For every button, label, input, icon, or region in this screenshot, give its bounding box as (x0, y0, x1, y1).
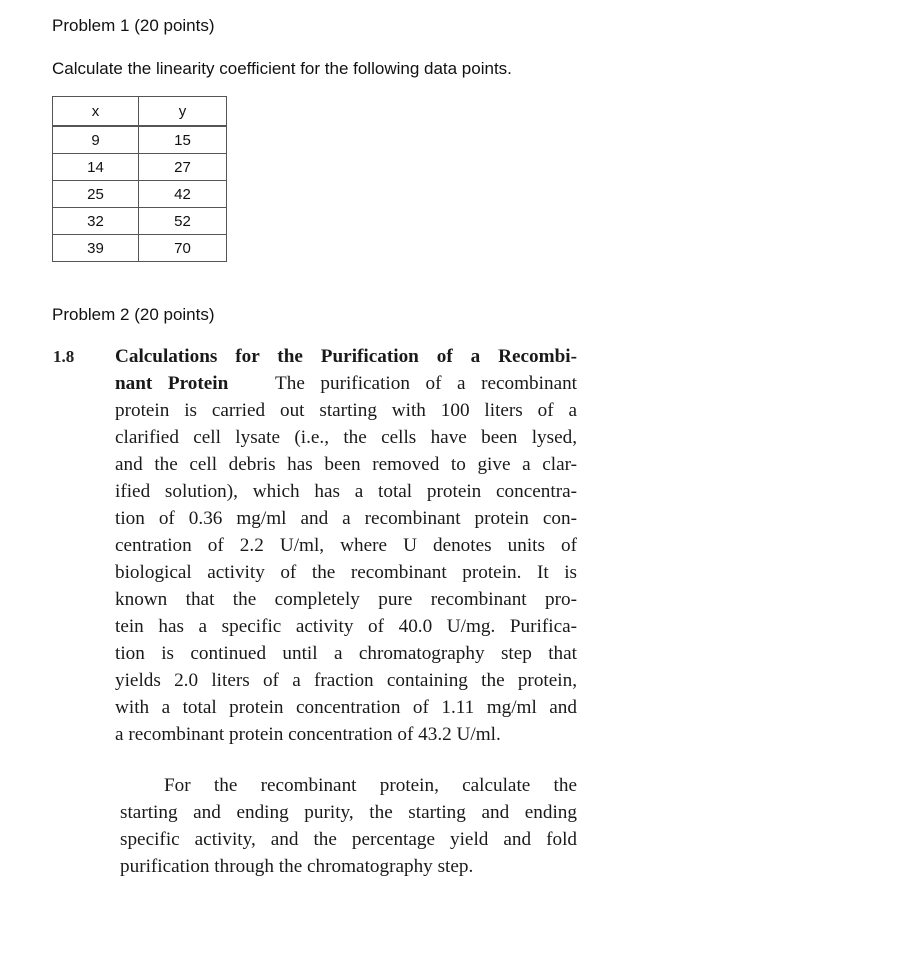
table-cell-x: 32 (53, 208, 139, 235)
problem-text-line: clarified cell lysate (i.e., the cells have been lysed, (115, 427, 577, 448)
table-cell-y: 15 (139, 126, 227, 154)
column-header-x: x (53, 97, 139, 127)
table-cell-y: 70 (139, 235, 227, 262)
question-line: specific activity, and the percentage yield and fold (120, 829, 577, 850)
table-cell-y: 52 (139, 208, 227, 235)
table-row (53, 126, 227, 154)
table-header-row (53, 97, 227, 127)
problem-statement (115, 343, 577, 748)
question-line: starting and ending purity, the starting and ending (120, 802, 577, 823)
problem-question (120, 772, 577, 880)
question-line: For the recombinant protein, calculate the (164, 775, 577, 796)
question-line: purification through the chromatography step. (120, 856, 474, 877)
problem-text-line: tein has a specific activity of 40.0 U/mg. Purifica- (115, 616, 577, 637)
problem-number: 1.8 (53, 347, 75, 366)
problem1-prompt: Calculate the linearity coefficient for the following data points. (52, 59, 512, 78)
table-cell-y: 42 (139, 181, 227, 208)
table-row (53, 154, 227, 181)
problem-text-line: and the cell debris has been removed to give a clar- (115, 454, 577, 475)
table-cell-x: 39 (53, 235, 139, 262)
problem-text-line: centration of 2.2 U/ml, where U denotes units of (115, 535, 577, 556)
table-row (53, 208, 227, 235)
column-header-y: y (139, 97, 227, 127)
table-cell-x: 9 (53, 126, 139, 154)
data-points-table (52, 96, 227, 262)
problem-text-line: with a total protein concentration of 1.11 mg/ml and (115, 697, 577, 718)
problem-text-line (115, 370, 577, 397)
problem-text-start: The purification of a recombinant (275, 373, 578, 394)
problem-text-line: biological activity of the recombinant protein. It is (115, 562, 577, 583)
problem-text-line: known that the completely pure recombinant pro- (115, 589, 577, 610)
table-row (53, 235, 227, 262)
table-cell-x: 14 (53, 154, 139, 181)
problem-text-line: a recombinant protein concentration of 43.2 U/ml. (115, 724, 501, 745)
problem-title-end: nant Protein (115, 373, 229, 394)
problem-text-line: protein is carried out starting with 100 liters of a (115, 400, 577, 421)
table-cell-y: 27 (139, 154, 227, 181)
problem-text-line: ified solution), which has a total protein concentra- (115, 481, 577, 502)
problem2-heading: Problem 2 (20 points) (52, 305, 215, 324)
table-cell-x: 25 (53, 181, 139, 208)
problem-text-line: tion of 0.36 mg/ml and a recombinant protein con- (115, 508, 577, 529)
problem1-heading: Problem 1 (20 points) (52, 16, 215, 35)
problem-text-line: yields 2.0 liters of a fraction containing the protein, (115, 670, 577, 691)
table-row (53, 181, 227, 208)
problem-text-line: tion is continued until a chromatography step that (115, 643, 577, 664)
problem-title-line: Calculations for the Purification of a Recombi- (115, 346, 577, 367)
